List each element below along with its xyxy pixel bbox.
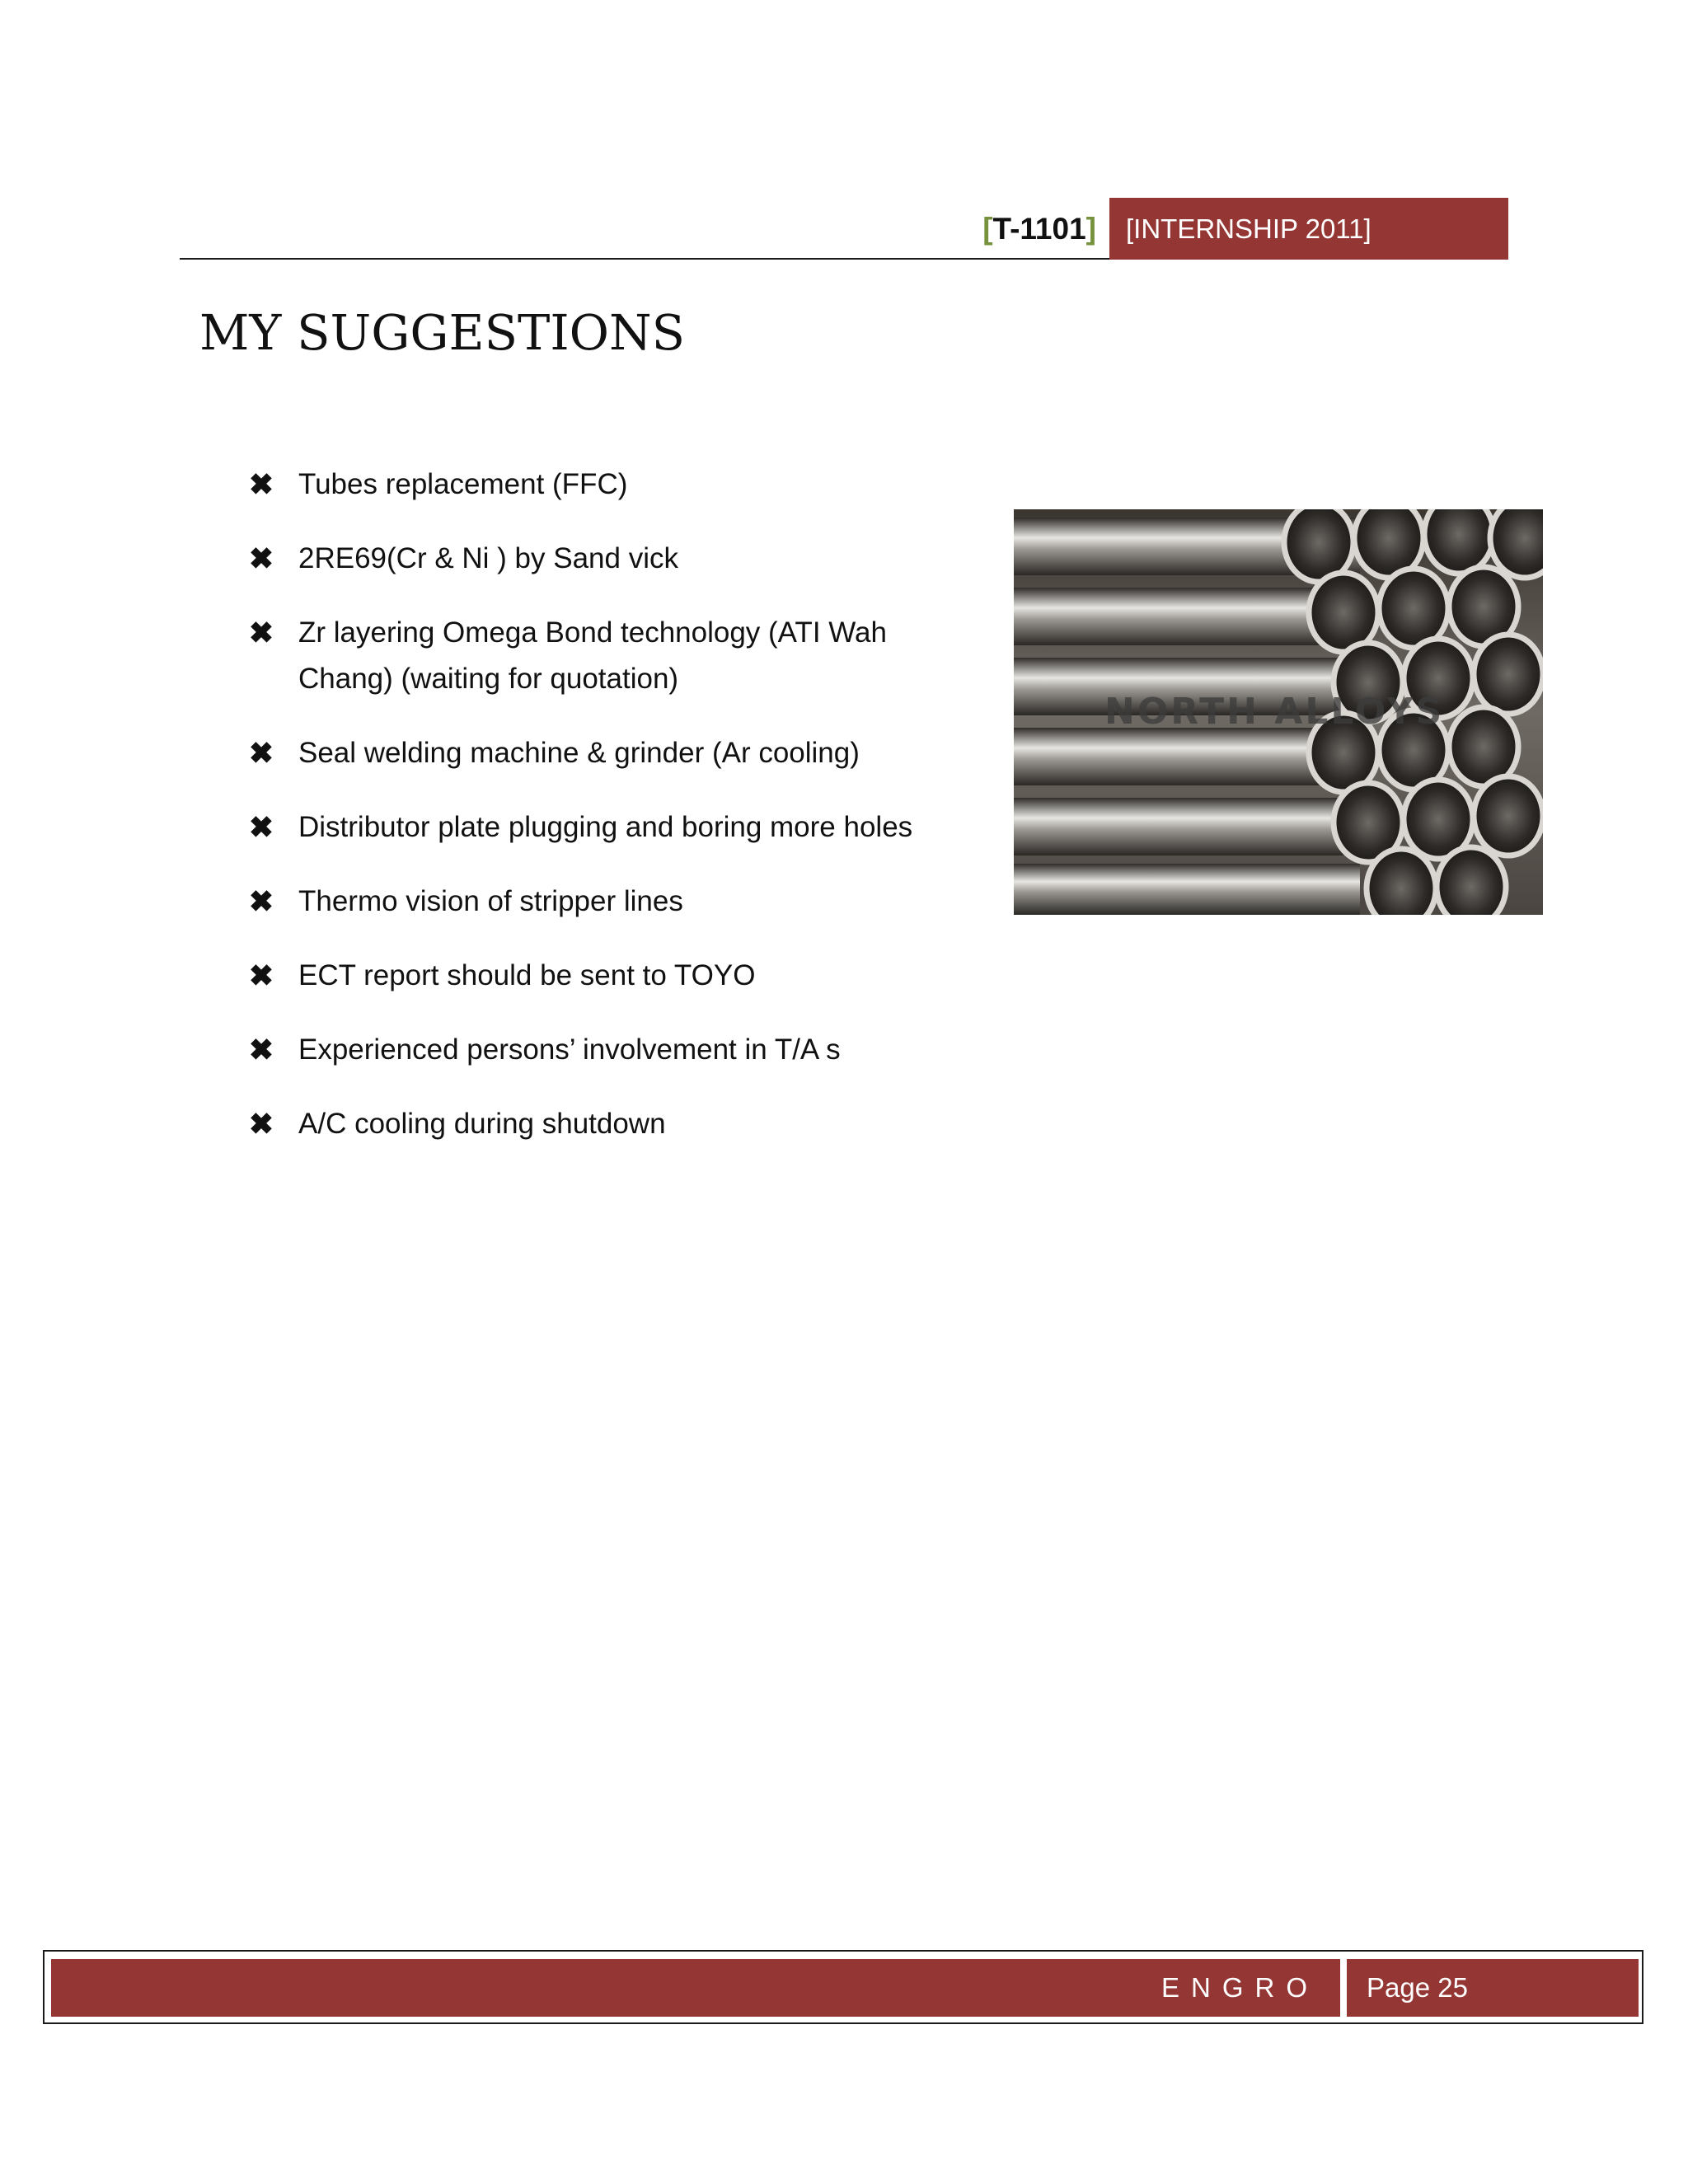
footer-company: ENGRO FERTILIZERS: [1018, 1972, 1319, 2060]
list-item: ✖ Tubes replacement (FFC): [247, 462, 989, 508]
list-item: ✖ Experienced persons’ involvement in T/A s: [247, 1027, 989, 1073]
list-item: ✖ ECT report should be sent to TOYO: [247, 953, 989, 999]
header-code: [T-1101]: [982, 212, 1096, 246]
cross-bullet-icon: ✖: [248, 810, 274, 844]
cross-bullet-icon: ✖: [248, 541, 274, 575]
header-label: [INTERNSHIP 2011]: [1126, 213, 1372, 244]
header-rule: [180, 258, 1116, 260]
cross-bullet-icon: ✖: [248, 467, 274, 501]
list-item: ✖ Distributor plate plugging and boring more holes: [247, 804, 989, 851]
cross-bullet-icon: ✖: [248, 958, 274, 992]
cross-bullet-icon: ✖: [248, 736, 274, 770]
header-code-text: T-1101: [992, 212, 1086, 246]
cross-bullet-icon: ✖: [248, 1107, 274, 1141]
footer-divider: [1340, 1959, 1347, 2017]
cross-bullet-icon: ✖: [248, 884, 274, 918]
list-item: ✖ A/C cooling during shutdown: [247, 1101, 989, 1147]
footer-page-number: Page 25: [1367, 1972, 1468, 2003]
photo-watermark: NORTH ALLOYS: [1104, 691, 1445, 733]
page-title: MY SUGGESTIONS: [199, 304, 686, 361]
list-item: ✖ 2RE69(Cr & Ni ) by Sand vick: [247, 536, 989, 582]
suggestion-list: [247, 462, 989, 1175]
steel-tubes-photo: [1014, 509, 1543, 915]
cross-bullet-icon: ✖: [248, 1033, 274, 1066]
list-item: ✖ Thermo vision of stripper lines: [247, 879, 989, 925]
list-item: ✖ Zr layering Omega Bond technology (ATI Wah Chang) (waiting for quotation): [247, 610, 974, 702]
header-label-box: [1109, 198, 1508, 260]
list-item: ✖ Seal welding machine & grinder (Ar cooling): [247, 730, 989, 776]
cross-bullet-icon: ✖: [248, 616, 274, 649]
